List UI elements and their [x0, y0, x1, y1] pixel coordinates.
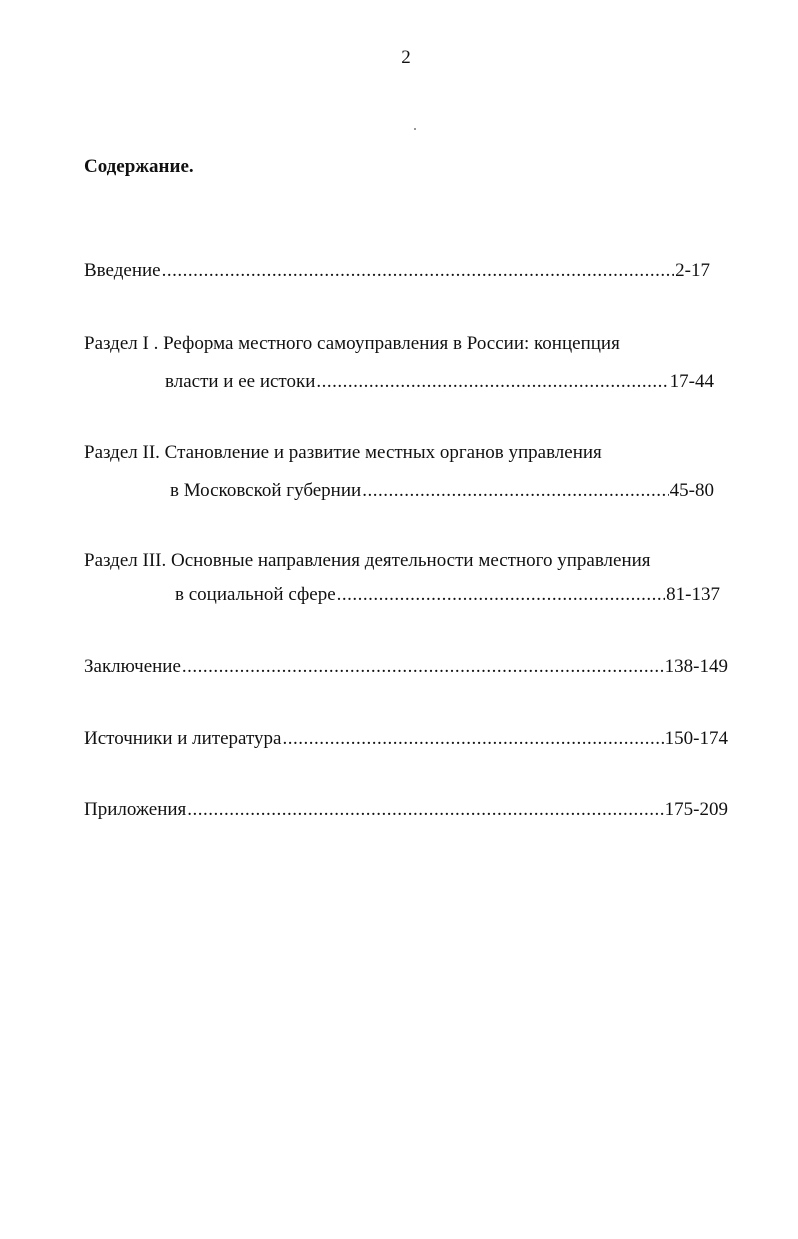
toc-entry-label: Источники и литература — [84, 728, 282, 749]
toc-entry-section-1[interactable] — [165, 369, 714, 395]
toc-entry-pages: 2-17 — [675, 260, 710, 281]
toc-entry-pages: 138-149 — [664, 656, 728, 677]
dot-leader — [187, 797, 663, 823]
toc-entry-section-2[interactable] — [170, 478, 714, 504]
toc-entry-label: в социальной сфере — [175, 584, 336, 605]
toc-entry-introduction[interactable] — [84, 258, 710, 284]
toc-entry-pages: 175-209 — [664, 799, 728, 820]
toc-entry-label: Приложения — [84, 799, 187, 820]
toc-entry-label: Введение — [84, 260, 161, 281]
dot-leader — [182, 654, 664, 680]
toc-entry-label: власти и ее истоки — [165, 371, 316, 392]
toc-entry-sources[interactable] — [84, 726, 728, 752]
toc-entry-section-3-line1[interactable]: Раздел III. Основные направления деятельности местного управления — [84, 550, 651, 571]
toc-entry-pages: 45-80 — [669, 480, 714, 501]
toc-title: Содержание. — [84, 156, 194, 177]
toc-entry-section-1-line1[interactable]: Раздел I . Реформа местного самоуправления в России: концепция — [84, 333, 620, 354]
toc-entry-label: Заключение — [84, 656, 181, 677]
toc-entry-label: в Московской губернии — [170, 480, 362, 501]
toc-entry-pages: 150-174 — [664, 728, 728, 749]
toc-entry-appendices[interactable] — [84, 797, 728, 823]
page-number: 2 — [401, 47, 411, 68]
toc-entry-pages: 81-137 — [666, 584, 720, 605]
dot-leader — [362, 478, 668, 504]
dot-leader — [283, 726, 664, 752]
dot-leader — [162, 258, 675, 284]
dot-leader — [337, 582, 666, 608]
toc-entry-pages: 17-44 — [669, 371, 714, 392]
dot-leader — [316, 369, 668, 395]
toc-entry-conclusion[interactable] — [84, 654, 728, 680]
toc-entry-section-2-line1[interactable]: Раздел II. Становление и развитие местных органов управления — [84, 442, 602, 463]
scan-speck — [414, 128, 416, 130]
toc-entry-section-3[interactable] — [175, 582, 720, 608]
